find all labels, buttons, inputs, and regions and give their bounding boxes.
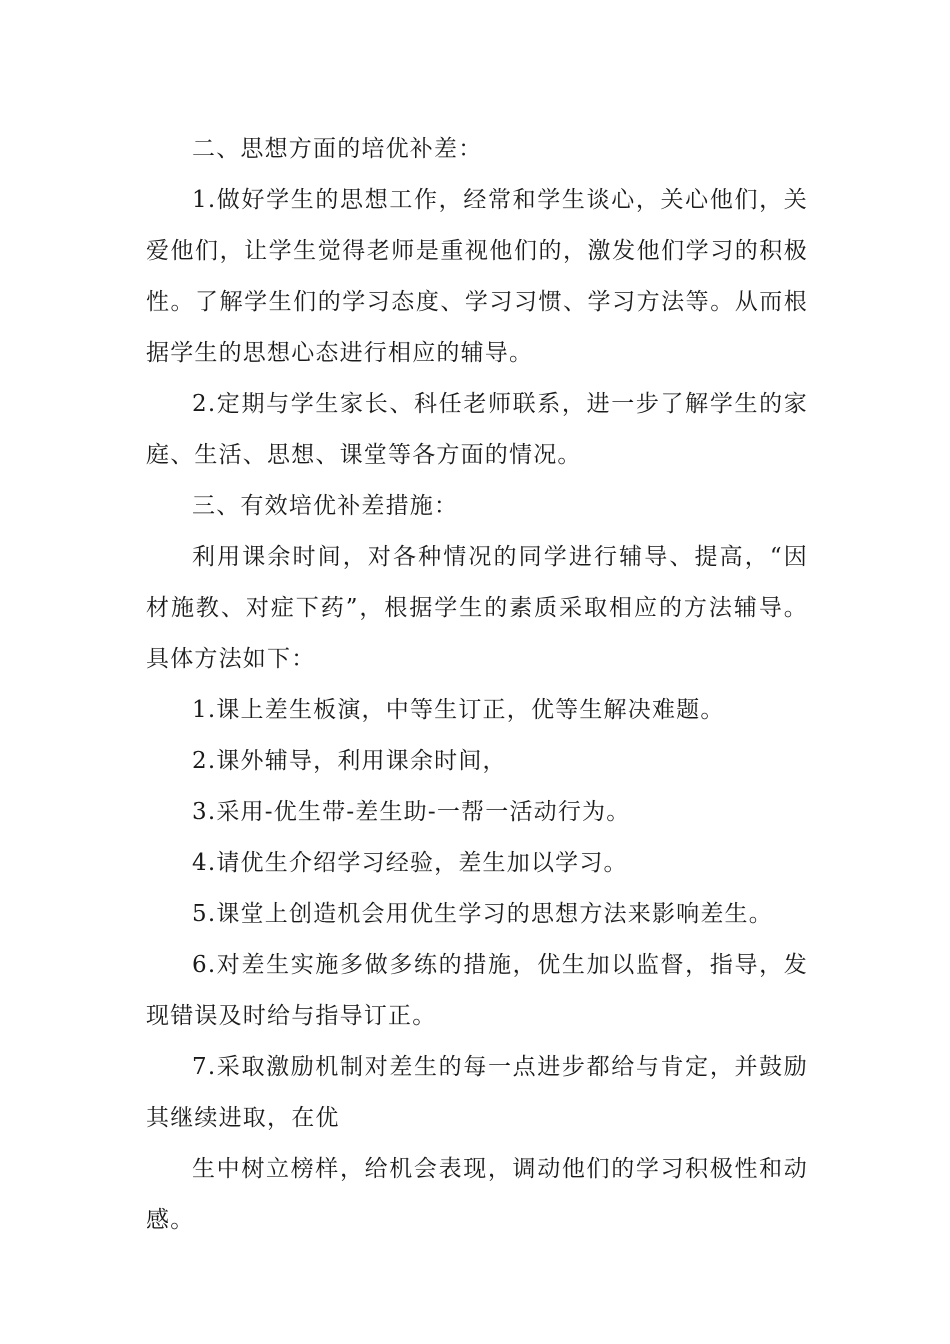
paragraph-thought-2: 2.定期与学生家长、科任老师联系，进一步了解学生的家庭、生活、思想、课堂等各方面的情况。 <box>146 391 808 468</box>
list-item-measure-7: 7.采取激励机制对差生的每一点进步都给与肯定，并鼓励其继续进取，在优 <box>146 1054 808 1131</box>
section-heading-measures: 三、有效培优补差措施： <box>192 493 459 519</box>
list-item-measure-1: 1.课上差生板演，中等生订正，优等生解决难题。 <box>192 697 725 723</box>
section-heading-thought: 二、思想方面的培优补差： <box>192 136 483 162</box>
list-item-measure-2: 2.课外辅导，利用课余时间， <box>192 748 507 774</box>
list-item-measure-4: 4.请优生介绍学习经验，差生加以学习。 <box>192 850 628 876</box>
paragraph-measures-intro: 利用课余时间，对各种情况的同学进行辅导、提高，“因材施教、对症下药”，根据学生的素质采取相应的方法辅导。具体方法如下： <box>146 544 808 672</box>
paragraph-thought-1: 1.做好学生的思想工作，经常和学生谈心，关心他们，关爱他们，让学生觉得老师是重视他们的，激发他们学习的积极性。了解学生们的学习态度、学习习惯、学习方法等。从而根据学生的思想心态进行相应的辅导。 <box>146 187 808 366</box>
document-body <box>146 124 808 1246</box>
list-item-measure-3: 3.采用-优生带-差生助-一帮一活动行为。 <box>192 799 631 825</box>
list-item-measure-6: 6.对差生实施多做多练的措施，优生加以监督，指导，发现错误及时给与指导订正。 <box>146 952 808 1029</box>
list-item-measure-7-continued: 生中树立榜样，给机会表现，调动他们的学习积极性和动感。 <box>146 1156 808 1233</box>
list-item-measure-5: 5.课堂上创造机会用优生学习的思想方法来影响差生。 <box>192 901 773 927</box>
